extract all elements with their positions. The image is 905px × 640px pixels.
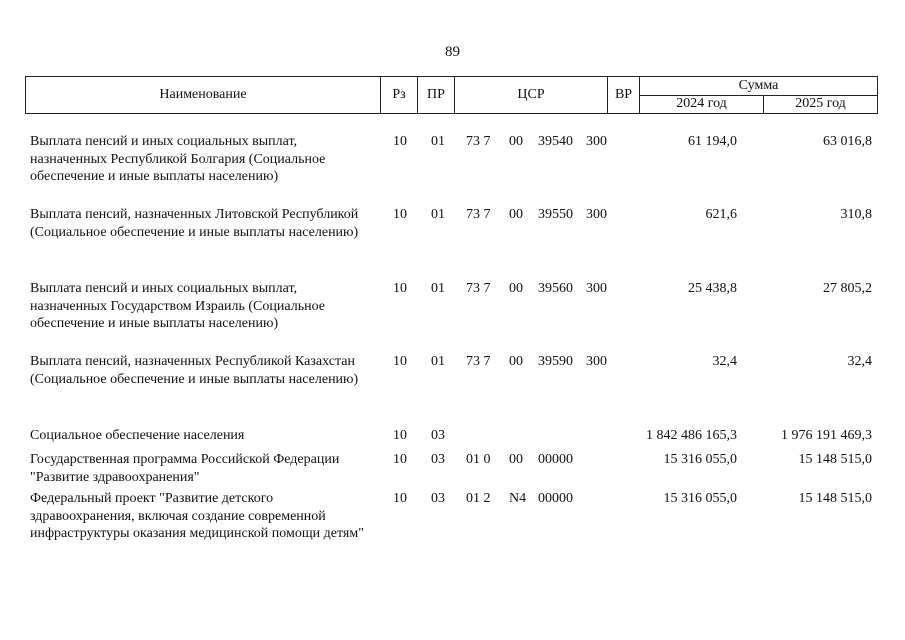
header-rz: Рз [381,77,418,113]
row-csr-program: 73 7 [466,354,491,369]
row-pr: 01 [431,354,445,369]
row-csr-program: 01 0 [466,452,491,467]
row-sum-2024: 61 194,0 [688,134,737,149]
header-name: Наименование [26,77,381,113]
row-csr-program: 73 7 [466,134,491,149]
row-name: Выплата пенсий и иных социальных выплат, назначенных Республикой Болгария (Социальное обеспечение и иные выплаты населению) [30,134,326,184]
row-rz: 10 [393,491,407,506]
row-csr-program: 73 7 [466,281,491,296]
header-sum: Сумма [640,77,877,96]
row-name: Выплата пенсий и иных социальных выплат, назначенных Государством Израиль (Социальное обеспечение и иные выплаты населению) [30,281,325,331]
row-csr-subprogram: 00 [509,354,523,369]
row-csr-subprogram: 00 [509,281,523,296]
row-sum-2025: 27 805,2 [823,281,872,296]
row-sum-2025: 310,8 [840,207,872,222]
row-sum-2025: 63 016,8 [823,134,872,149]
row-vr: 300 [586,354,607,369]
row-sum-2024: 1 842 486 165,3 [646,428,737,443]
row-name: Выплата пенсий, назначенных Литовской Республикой (Социальное обеспечение и иные выплаты населению) [30,207,359,240]
row-sum-2024: 15 316 055,0 [663,452,737,467]
row-rz: 10 [393,134,407,149]
header-csr: ЦСР [455,77,608,113]
row-csr-direction: 39590 [538,354,573,369]
header-year-2024: 2024 год [640,95,764,113]
row-csr-direction: 00000 [538,452,573,467]
row-rz: 10 [393,281,407,296]
row-name: Социальное обеспечение населения [30,428,245,443]
row-sum-2024: 25 438,8 [688,281,737,296]
header-vr: ВР [608,77,640,113]
header-year-2025: 2025 год [795,96,846,111]
row-pr: 01 [431,281,445,296]
row-sum-2025: 32,4 [847,354,872,369]
row-csr-program: 01 2 [466,491,491,506]
table-header [25,76,878,114]
row-pr: 03 [431,452,445,467]
row-rz: 10 [393,354,407,369]
row-rz: 10 [393,428,407,443]
row-csr-subprogram: 00 [509,134,523,149]
row-csr-direction: 39550 [538,207,573,222]
page-number: 89 [445,44,460,60]
row-rz: 10 [393,207,407,222]
row-pr: 01 [431,134,445,149]
row-name: Выплата пенсий, назначенных Республикой Казахстан (Социальное обеспечение и иные выплаты населению) [30,354,359,387]
row-vr: 300 [586,281,607,296]
row-sum-2024: 15 316 055,0 [663,491,737,506]
row-csr-subprogram: 00 [509,207,523,222]
row-pr: 01 [431,207,445,222]
row-sum-2024: 32,4 [712,354,737,369]
row-sum-2025: 15 148 515,0 [798,491,872,506]
row-pr: 03 [431,428,445,443]
row-csr-program: 73 7 [466,207,491,222]
row-sum-2025: 15 148 515,0 [798,452,872,467]
row-rz: 10 [393,452,407,467]
row-pr: 03 [431,491,445,506]
row-vr: 300 [586,207,607,222]
row-csr-direction: 39560 [538,281,573,296]
row-sum-2025: 1 976 191 469,3 [781,428,872,443]
row-name: Государственная программа Российской Федерации "Развитие здравоохранения" [30,452,340,485]
row-vr: 300 [586,134,607,149]
row-csr-direction: 00000 [538,491,573,506]
row-csr-subprogram: 00 [509,452,523,467]
row-sum-2024: 621,6 [705,207,737,222]
row-name: Федеральный проект "Развитие детского здравоохранения, включая создание современной инфраструктуры оказания медицинской помощи детям" [30,491,364,541]
header-pr: ПР [418,77,455,113]
row-csr-direction: 39540 [538,134,573,149]
row-csr-subprogram: N4 [509,491,527,506]
